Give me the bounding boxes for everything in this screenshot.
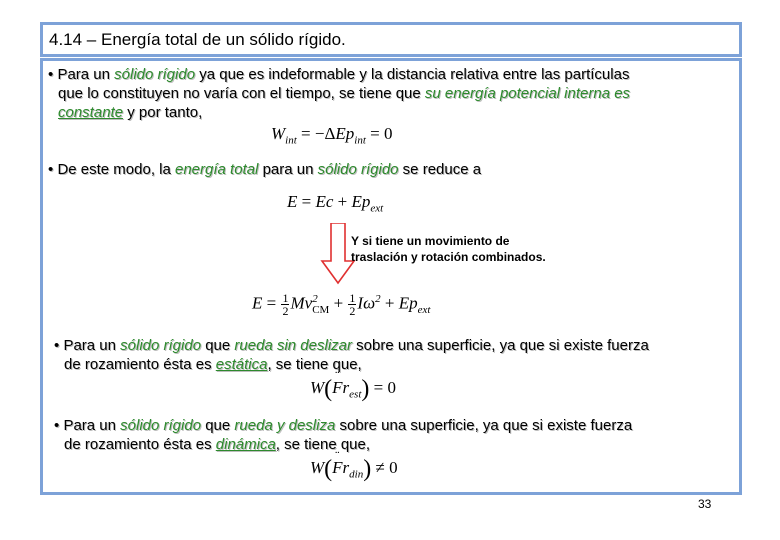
denominator: 2 — [349, 304, 356, 318]
math-subscript: int — [354, 134, 366, 147]
math-symbol: W — [310, 378, 325, 397]
emphasis-text: su energía potencial interna es — [424, 85, 631, 102]
paragraph-3-line-1 — [54, 336, 726, 355]
slide-title: 4.14 – Energía total de un sólido rígido. — [49, 30, 346, 49]
math-symbol: W — [310, 458, 325, 477]
numerator: 1 — [282, 291, 289, 305]
numerator: 1 — [349, 291, 356, 305]
math-subscript: ext — [417, 303, 431, 316]
emphasis-text: sólido rígido — [317, 161, 399, 178]
paragraph-1-line-2 — [48, 84, 726, 103]
math-operator: = −Δ — [296, 124, 336, 143]
bullet: • — [54, 417, 60, 434]
emphasis-text: constante — [58, 104, 124, 121]
math-subscript: int — [285, 134, 297, 147]
emphasis-text: dinámica — [215, 436, 276, 453]
text: De este modo, la — [57, 161, 175, 178]
math-operator: + — [333, 192, 352, 211]
paragraph-4 — [54, 416, 726, 454]
math-symbol: p — [345, 124, 355, 143]
note-line: traslación y rotación combinados. — [351, 250, 546, 264]
text: ya que es indeformable y la distancia relativa entre las partículas — [195, 66, 630, 83]
equation-internal-work — [271, 124, 393, 146]
fraction — [348, 292, 356, 317]
math-symbol: Ec — [315, 192, 334, 211]
math-symbol: E — [335, 124, 346, 143]
emphasis-text: sólido rígido — [120, 417, 202, 434]
equation-total-energy — [287, 192, 383, 214]
math-subscript: est — [349, 388, 362, 401]
page-number: 33 — [698, 497, 712, 511]
equation-rolling-energy — [252, 292, 430, 317]
paragraph-1-line-3 — [48, 103, 726, 122]
math-symbol: E — [252, 293, 263, 313]
math-operator: = 0 — [369, 378, 396, 397]
text: Para un — [63, 417, 121, 434]
text: , se tiene que, — [267, 356, 362, 373]
title-box — [40, 22, 742, 57]
math-subscript: CM — [312, 303, 330, 316]
emphasis-text: sólido rígido — [120, 337, 202, 354]
math-superscript: 2 — [312, 292, 318, 305]
bullet: • — [48, 161, 54, 178]
emphasis-text: rueda sin deslizar — [234, 337, 352, 354]
paragraph-1-line-1 — [48, 65, 726, 84]
text: Para un — [63, 337, 121, 354]
math-subscript: din — [349, 468, 364, 481]
paragraph-3 — [54, 336, 726, 374]
math-operator: = — [297, 192, 316, 211]
math-vector: ¨ Fr — [332, 458, 349, 478]
math-symbol: Ep — [398, 293, 418, 313]
text: , se tiene que, — [275, 436, 371, 453]
text: de rozamiento ésta es — [64, 356, 216, 373]
emphasis-text: energía total — [175, 161, 259, 178]
paren: ) — [363, 456, 372, 482]
sup-sub-stack — [312, 294, 329, 316]
paren: ( — [324, 456, 333, 482]
paragraph-2 — [48, 160, 726, 179]
bullet: • — [48, 66, 54, 83]
paragraph-3-line-2 — [54, 355, 726, 374]
text: de rozamiento ésta es — [64, 436, 216, 453]
text: que — [201, 337, 235, 354]
text: sobre una superficie, ya que si existe fuerza — [335, 417, 633, 434]
bullet: • — [54, 337, 60, 354]
math-operator: = 0 — [365, 124, 393, 143]
math-subscript: ext — [370, 202, 384, 215]
math-symbol: Mv — [290, 293, 313, 313]
math-vector: ¨ Fr — [332, 378, 349, 398]
math-superscript: 2 — [375, 292, 381, 305]
math-operator: + — [329, 293, 348, 313]
math-symbol: Iω — [357, 293, 376, 313]
emphasis-text: estática — [215, 356, 268, 373]
equation-dynamic-friction-work — [310, 456, 398, 483]
motion-note — [351, 233, 546, 265]
equation-static-friction-work — [310, 376, 396, 403]
paragraph-4-line-1 — [54, 416, 726, 435]
text: que lo constituyen no varía con el tiempo, se tiene que — [58, 85, 425, 102]
text: que — [201, 417, 235, 434]
math-symbol: E — [287, 192, 298, 211]
paren: ( — [324, 376, 333, 402]
text: para un — [258, 161, 318, 178]
text: sobre una superficie, ya que si existe fuerza — [351, 337, 649, 354]
text: y por tanto, — [123, 104, 203, 121]
math-operator: = — [262, 293, 281, 313]
text: Para un — [57, 66, 115, 83]
paren: ) — [361, 376, 370, 402]
math-symbol: W — [271, 124, 286, 143]
emphasis-text: rueda y desliza — [234, 417, 336, 434]
text: se reduce a — [398, 161, 482, 178]
paragraph-4-line-2 — [54, 435, 726, 454]
emphasis-text: sólido rígido — [114, 66, 196, 83]
paragraph-1 — [48, 65, 726, 122]
fraction — [281, 292, 289, 317]
note-line: Y si tiene un movimiento de — [351, 234, 510, 248]
math-operator: + — [380, 293, 399, 313]
denominator: 2 — [282, 304, 289, 318]
math-symbol: Ep — [351, 192, 371, 211]
math-operator: ≠ 0 — [371, 458, 398, 477]
